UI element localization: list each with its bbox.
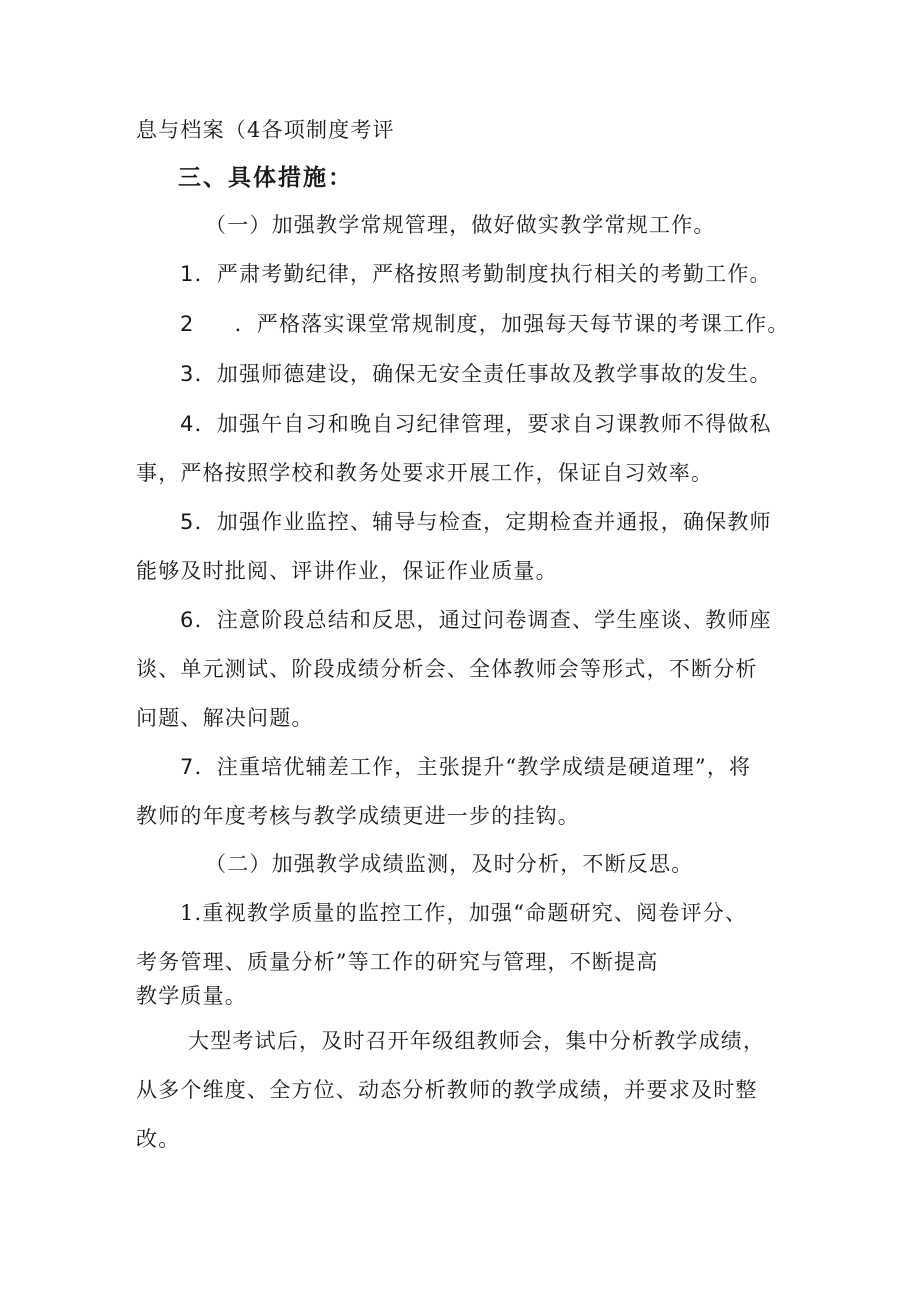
part-two-paragraph-continued: 从多个维度、全方位、动态分析教师的教学成绩，并要求及时整 xyxy=(136,1078,758,1102)
item-7 xyxy=(180,753,751,781)
item-text: ．加强作业监控、辅导与检查，定期检查并通报，确保教师 xyxy=(194,510,772,534)
part-two-title: （二）加强教学成绩监测，及时分析，不断反思。 xyxy=(205,852,694,876)
item-4-continued: 事，严格按照学校和教务处要求开展工作，保证自习效率。 xyxy=(136,461,714,485)
part-one-title: （一）加强教学常规管理，做好做实教学常规工作。 xyxy=(205,213,716,237)
part-two-item-1-continued: 考务管理、质量分析”等工作的研究与管理，不断提高 xyxy=(136,950,659,974)
item-1 xyxy=(180,260,772,288)
item-text: ．加强师德建设，确保无安全责任事故及教学事故的发生。 xyxy=(194,362,772,386)
item-text: ．严肃考勤纪律，严格按照考勤制度执行相关的考勤工作。 xyxy=(194,262,772,286)
item-3 xyxy=(180,360,772,388)
part-two-paragraph: 大型考试后，及时召开年级组教师会，集中分析教学成绩， xyxy=(188,1029,766,1053)
part-two-paragraph-continued-2: 改。 xyxy=(136,1127,181,1151)
item-number: 2 xyxy=(180,312,195,336)
item-number: 3 xyxy=(180,362,195,386)
item-text: ．加强午自习和晚自习纪律管理，要求自习课教师不得做私 xyxy=(194,412,772,436)
section-heading: 三、具体措施： xyxy=(178,165,353,191)
item-text: ．注意阶段总结和反思，通过问卷调查、学生座谈、教师座 xyxy=(194,608,772,632)
item-number: 1 xyxy=(180,262,195,286)
item-number: 7 xyxy=(180,755,195,779)
fragment-line: 息与档案（4各项制度考评 xyxy=(136,118,395,142)
part-two-item-1: 1.重视教学质量的监控工作，加强“命题研究、阅卷评分、 xyxy=(180,901,748,925)
item-number: 6 xyxy=(180,608,195,632)
item-5 xyxy=(180,508,772,536)
item-5-continued: 能够及时批阅、评讲作业，保证作业质量。 xyxy=(136,559,558,583)
item-2 xyxy=(180,310,790,338)
item-text: ．严格落实课堂常规制度，加强每天每节课的考课工作。 xyxy=(234,312,790,336)
item-6-continued: 谈、单元测试、阶段成绩分析会、全体教师会等形式，不断分析 xyxy=(136,657,758,681)
item-6 xyxy=(180,606,772,634)
part-two-item-1-continued-2: 教学质量。 xyxy=(136,984,247,1008)
item-6-continued-2: 问题、解决问题。 xyxy=(136,706,314,730)
item-text: ．注重培优辅差工作，主张提升“教学成绩是硬道理”，将 xyxy=(194,755,752,779)
item-number: 5 xyxy=(180,510,195,534)
item-number: 4 xyxy=(180,412,195,436)
item-7-continued: 教师的年度考核与教学成绩更进一步的挂钩。 xyxy=(136,804,580,828)
item-4 xyxy=(180,410,772,438)
